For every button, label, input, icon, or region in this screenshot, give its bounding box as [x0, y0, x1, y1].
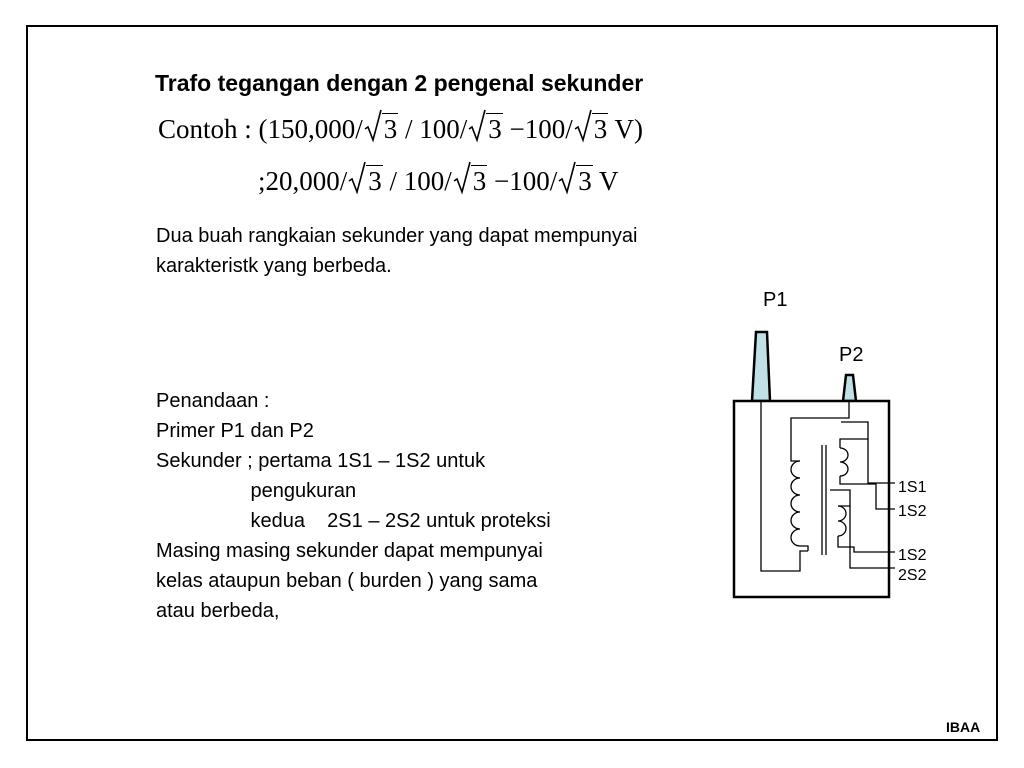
radical-sign	[453, 161, 471, 195]
radicand: 3	[593, 114, 608, 144]
label-p1: P1	[763, 289, 788, 311]
text-line: Dua buah rangkaian sekunder yang dapat mempunyai	[156, 225, 638, 247]
sqrt-expression	[453, 166, 488, 197]
sqrt-expression	[558, 166, 593, 197]
sqrt-expression	[468, 114, 503, 145]
formula-text: / 100/	[405, 114, 468, 144]
sqrt-expression	[348, 166, 383, 197]
label-p2: P2	[839, 344, 864, 366]
transformer-diagram	[720, 280, 980, 610]
radicand: 3	[368, 166, 382, 196]
radical-sign	[468, 109, 486, 143]
footer-logo-text: IBAA	[946, 719, 981, 735]
text-line: kelas ataupun beban ( burden ) yang sama	[156, 570, 538, 592]
slide-title: Trafo tegangan dengan 2 pengenal sekunder	[155, 70, 644, 96]
formula-text: V)	[608, 114, 644, 144]
terminal-label-1s2-second: 1S2	[898, 547, 927, 564]
radical-sign	[348, 161, 366, 195]
sqrt-expression	[574, 114, 609, 145]
example-formula-line-1	[158, 114, 643, 145]
formula-text: −100/	[494, 166, 558, 196]
intro-paragraph	[156, 221, 637, 281]
radicand: 3	[578, 166, 592, 196]
radicand: 3	[383, 114, 398, 144]
p1-bushing-icon	[752, 332, 770, 401]
radical-sign	[364, 109, 382, 143]
text-line: Sekunder ; pertama 1S1 – 1S2 untuk	[156, 450, 486, 472]
radical-sign	[574, 109, 592, 143]
formula-text: V	[592, 166, 619, 196]
sqrt-expression	[364, 114, 399, 145]
marking-paragraph	[156, 386, 551, 626]
formula-text: / 100/	[389, 166, 452, 196]
text-line: Penandaan :	[156, 390, 270, 412]
text-line: atau berbeda,	[156, 600, 280, 622]
formula-text: Contoh : (150,000/	[158, 114, 363, 144]
formula-text: ;20,000/	[258, 166, 348, 196]
terminal-label-2s2: 2S2	[898, 567, 927, 584]
text-line: karakteristk yang berbeda.	[156, 255, 392, 277]
text-line: pengukuran	[156, 480, 357, 502]
radicand: 3	[488, 114, 502, 144]
text-line: Masing masing sekunder dapat mempunyai	[156, 540, 543, 562]
text-line: Primer P1 dan P2	[156, 420, 314, 442]
formula-text: −100/	[509, 114, 573, 144]
radicand: 3	[472, 166, 487, 196]
example-formula-line-2	[258, 166, 619, 197]
terminal-label-1s2: 1S2	[898, 503, 927, 520]
radical-sign	[558, 161, 576, 195]
terminal-label-1s1: 1S1	[898, 479, 927, 496]
p2-bushing-icon	[843, 375, 856, 401]
text-line: kedua 2S1 – 2S2 untuk proteksi	[156, 510, 551, 532]
